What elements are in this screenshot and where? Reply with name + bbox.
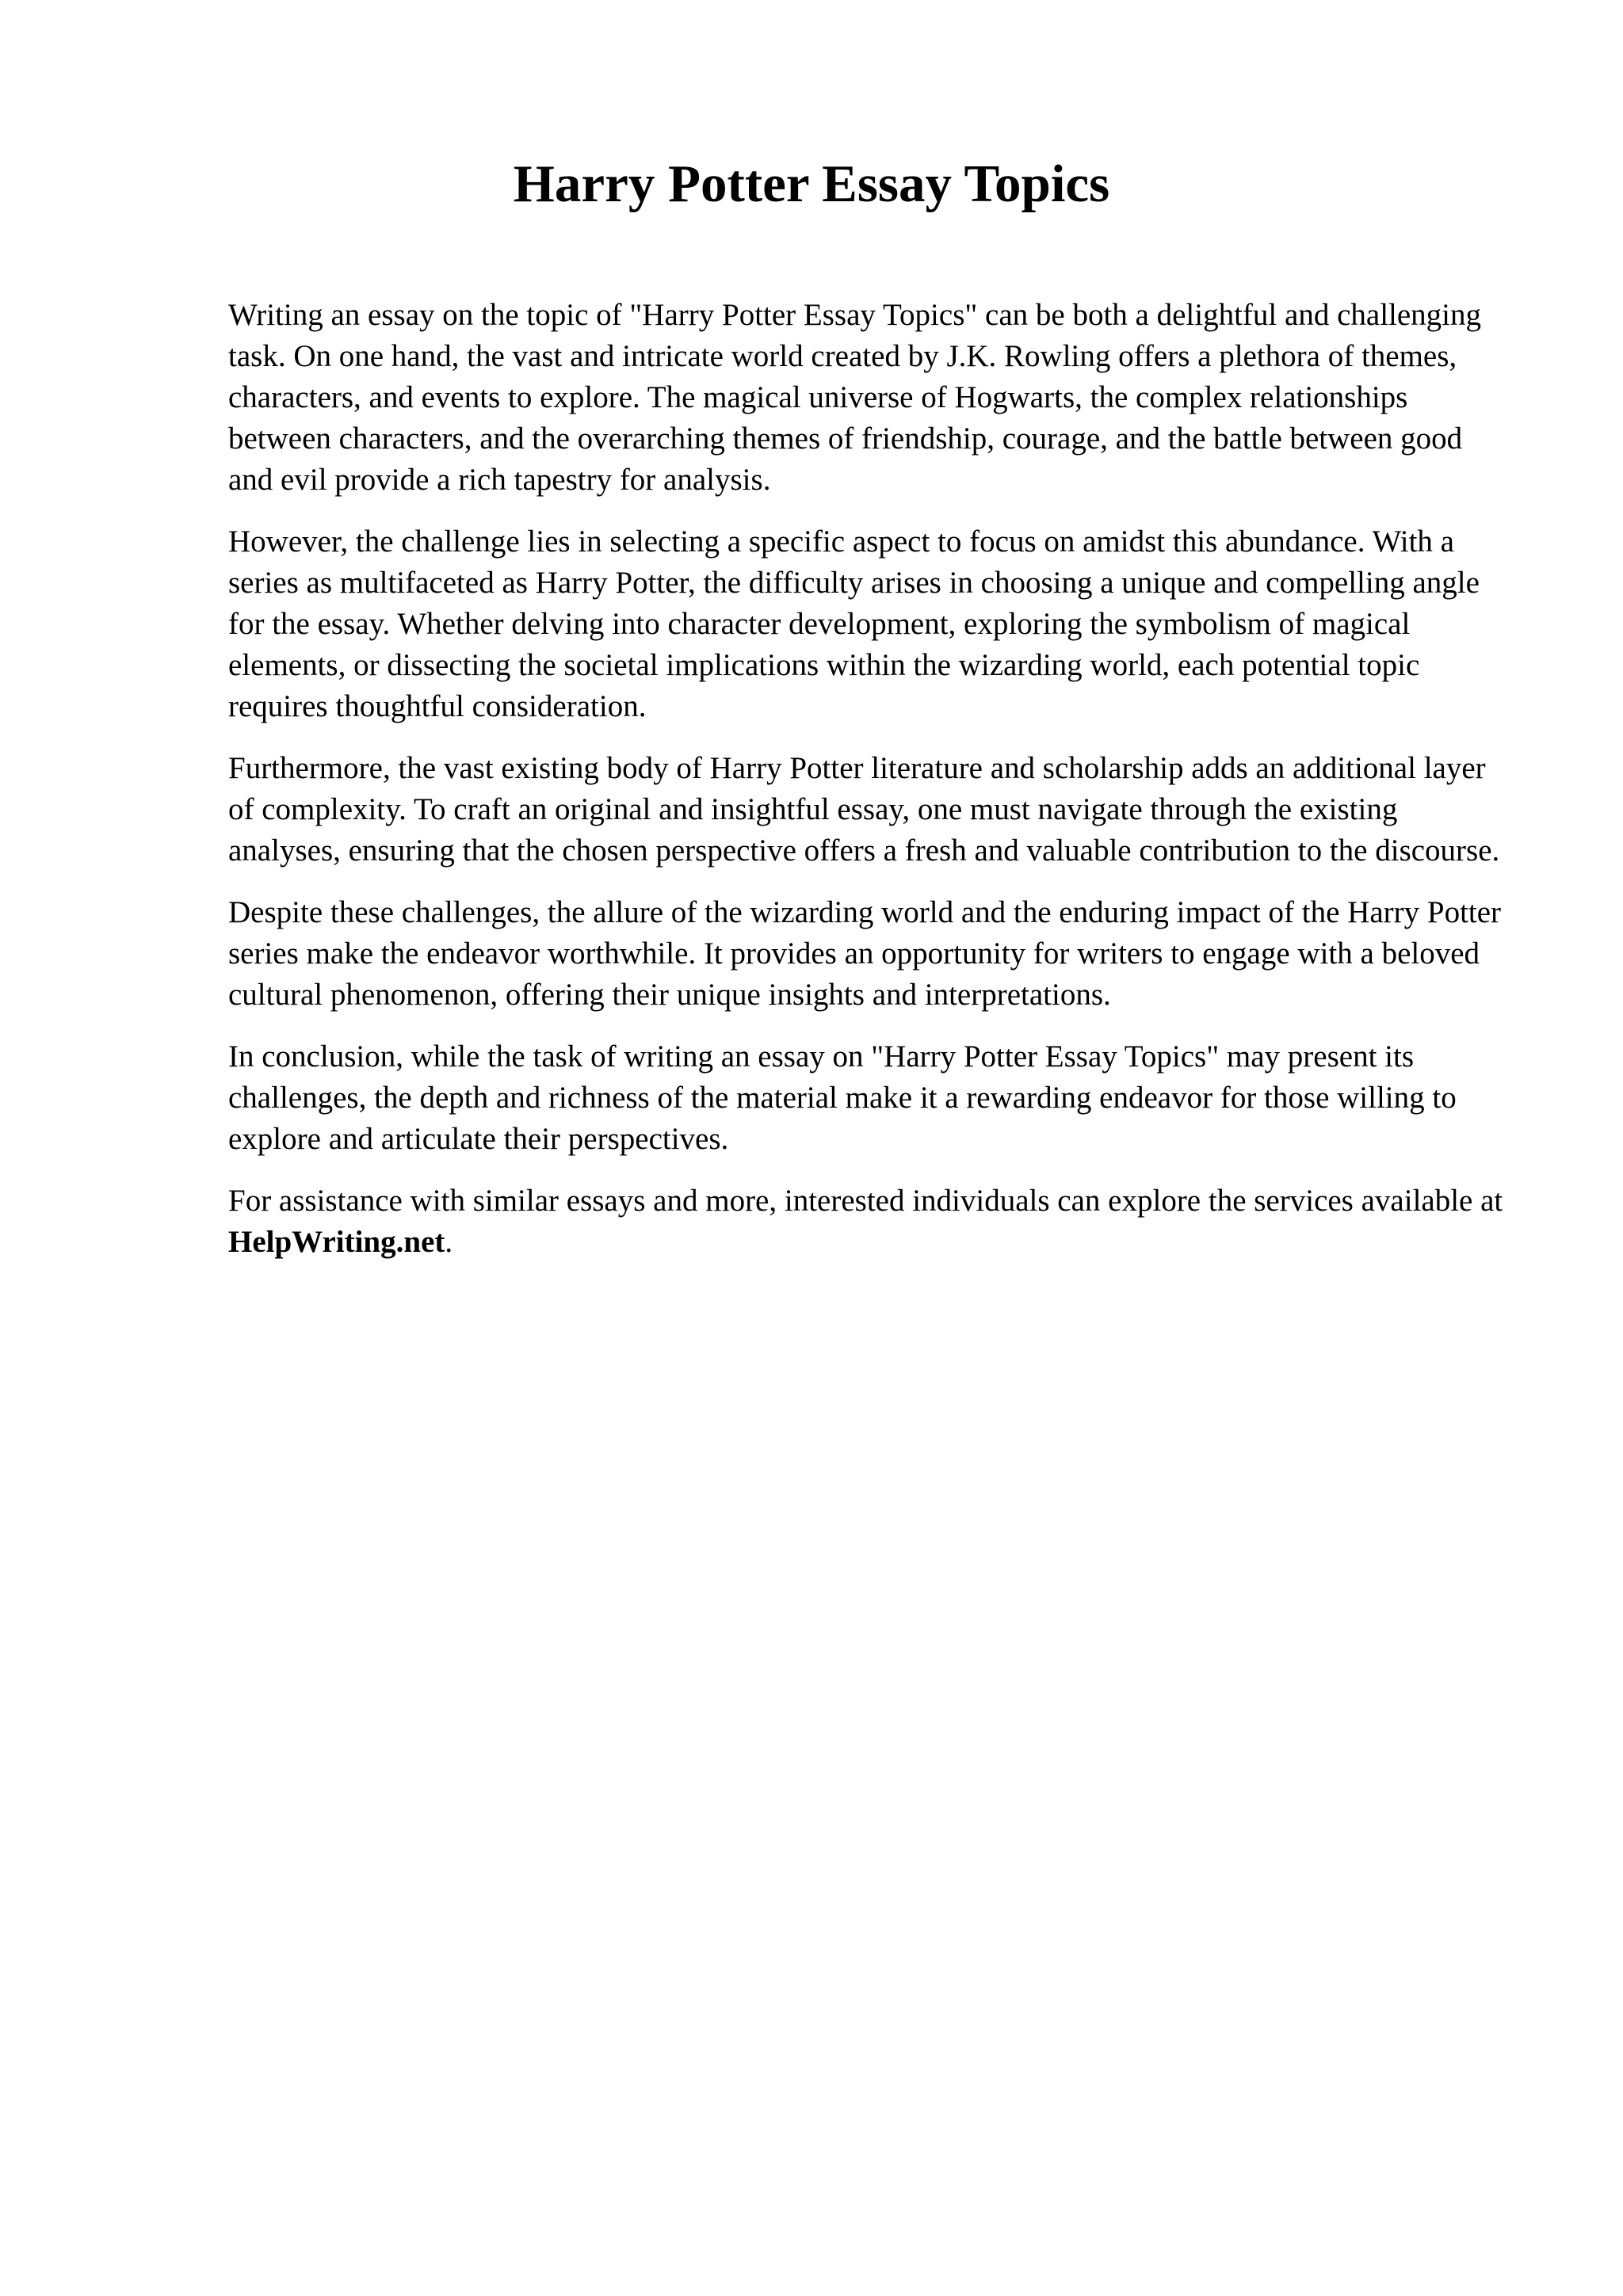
essay-paragraph-closing (228, 1180, 1512, 1263)
essay-paragraph-scholarship: Furthermore, the vast existing body of Harry Potter literature and scholarship adds an additional layer of complexity. To craft an original and insightful essay, one must navigate through the existing analyses, ensuring that the chosen perspective offers a fresh and valuable contribution to the discourse. (228, 751, 1500, 868)
essay-paragraph-intro: Writing an essay on the topic of "Harry Potter Essay Topics" can be both a delightful and challenging task. On one hand, the vast and intricate world created by J.K. Rowling offers a plethora of themes, characters, and events to explore. The magical universe of Hogwarts, the complex relationships between characters, and the overarching themes of friendship, courage, and the battle between good and evil provide a rich tapestry for analysis. (228, 298, 1482, 498)
closing-text-suffix: . (445, 1225, 453, 1260)
document-body (0, 215, 1623, 1263)
helpwriting-brand-text: HelpWriting.net (228, 1225, 445, 1260)
document-title: Harry Potter Essay Topics (513, 154, 1110, 213)
closing-text-prefix: For assistance with similar essays and more, interested individuals can explore the services available at (228, 1184, 1503, 1219)
essay-paragraph-challenge: However, the challenge lies in selecting a specific aspect to focus on amidst this abundance. With a series as multifaceted as Harry Potter, the difficulty arises in choosing a unique and compelling angle for the essay. Whether delving into character development, exploring the symbolism of magical elements, or dissecting the societal implications within the wizarding world, each potential topic requires thoughtful consideration. (228, 524, 1480, 724)
essay-paragraph-allure: Despite these challenges, the allure of the wizarding world and the enduring impact of the Harry Potter series make the endeavor worthwhile. It provides an opportunity for writers to engage with a beloved cultural phenomenon, offering their unique insights and interpretations. (228, 895, 1502, 1013)
essay-paragraph-conclusion: In conclusion, while the task of writing an essay on "Harry Potter Essay Topics" may present its challenges, the depth and richness of the material make it a rewarding endeavor for those willing to explore and articulate their perspectives. (228, 1039, 1457, 1157)
